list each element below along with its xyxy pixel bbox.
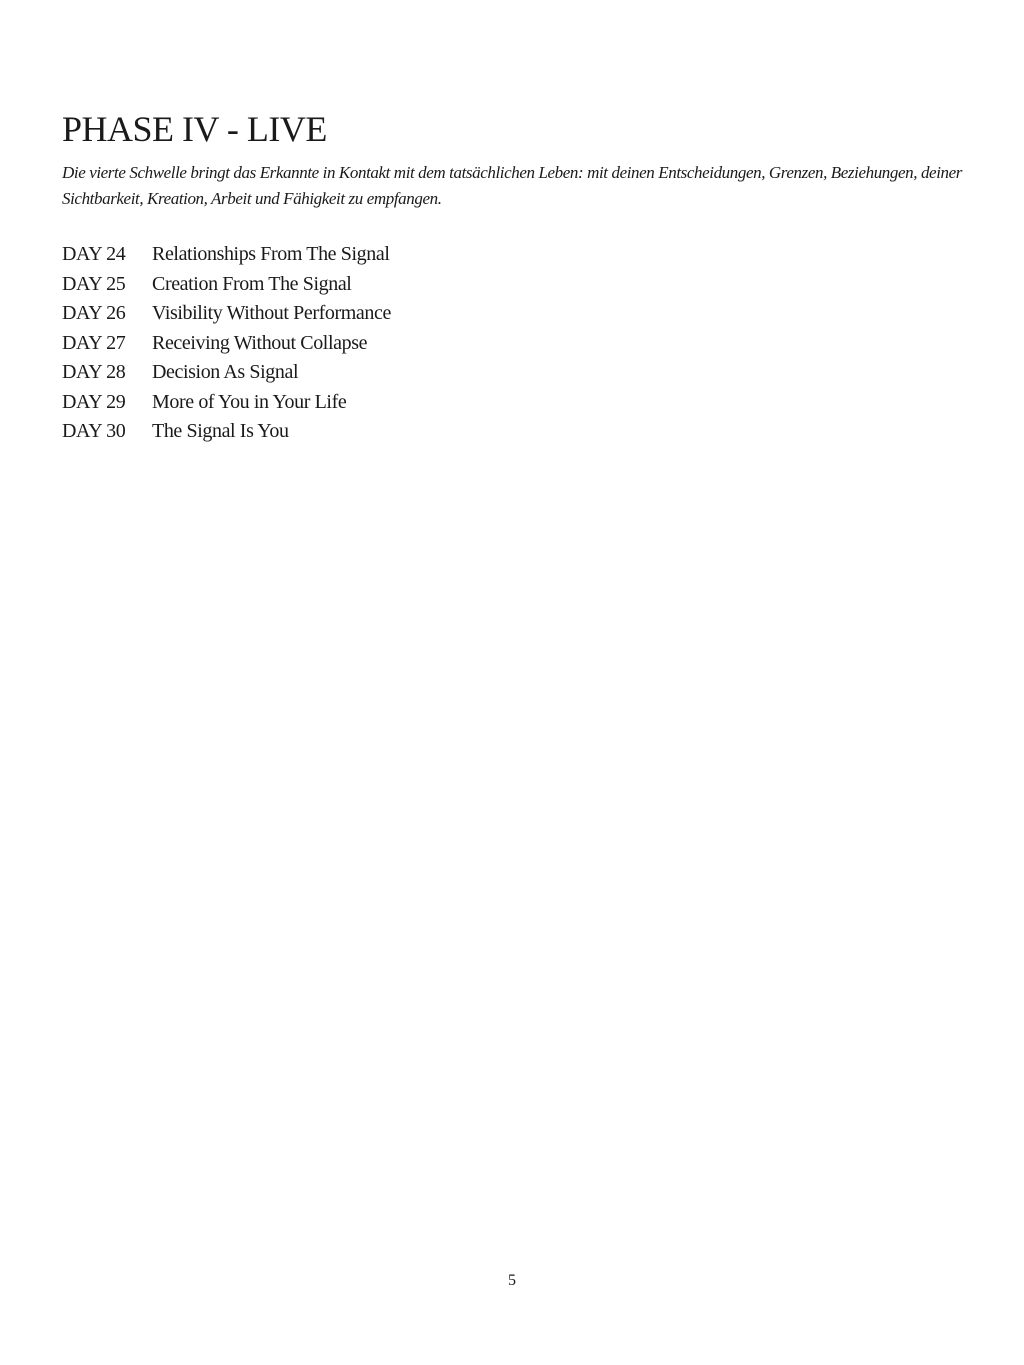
day-title: Decision As Signal: [152, 361, 299, 384]
day-title: Relationships From The Signal: [152, 243, 390, 266]
day-row: [62, 329, 391, 359]
day-row: [62, 417, 391, 447]
day-row: [62, 358, 391, 388]
day-number: DAY 25: [62, 272, 126, 295]
day-number: DAY 28: [62, 361, 126, 384]
day-title: More of You in Your Life: [152, 390, 347, 413]
phase-description: Die vierte Schwelle bringt das Erkannte in Kontakt mit dem tatsächlichen Leben: mit deinen Entscheidungen, Grenzen, Beziehungen, deiner Sichtbarkeit, Kreation, Arbeit und Fähigkeit zu empfangen.: [62, 163, 962, 208]
day-row: [62, 270, 391, 300]
day-title: Creation From The Signal: [152, 272, 352, 295]
day-title: Visibility Without Performance: [152, 302, 391, 325]
day-number: DAY 26: [62, 302, 126, 325]
phase-title: PHASE IV - LIVE: [62, 109, 327, 149]
page-number: 5: [508, 1272, 516, 1289]
day-number: DAY 30: [62, 420, 126, 443]
day-number: DAY 29: [62, 390, 126, 413]
day-title: Receiving Without Collapse: [152, 331, 368, 354]
day-title: The Signal Is You: [152, 420, 289, 443]
day-row: [62, 388, 391, 418]
day-row: [62, 240, 391, 270]
day-row: [62, 299, 391, 329]
day-list: [62, 240, 391, 447]
day-number: DAY 27: [62, 331, 126, 354]
day-number: DAY 24: [62, 243, 126, 266]
